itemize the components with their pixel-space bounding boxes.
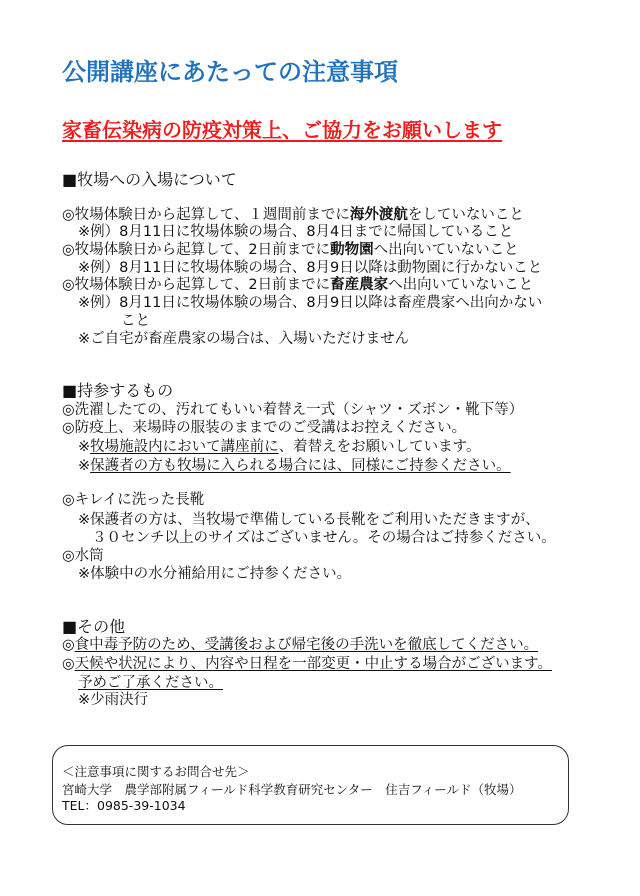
rule-text: へ出向いていないこと: [388, 277, 534, 293]
note-text: 、着替えをお願いしています。: [278, 439, 481, 455]
entry-rule-farm-example: ※例）8月11日に牧場体験の場合、8月9日以降は畜産農家へ出向かない: [78, 295, 543, 311]
contact-phone: TEL：0985-39-1034: [62, 798, 186, 813]
bring-item-clothes: ◎洗濯したての、汚れてもいい着替え一式（シャツ・ズボン・靴下等）: [62, 402, 524, 418]
section-heading-entry: ■牧場への入場について: [62, 170, 237, 189]
section-heading-bring: ■持参するもの: [62, 381, 174, 400]
entry-rule-zoo: [62, 241, 519, 259]
item-underlined: 食中毒予防のため、受講後および帰宅後の手洗いを徹底してください。: [74, 637, 539, 653]
entry-rule-zoo-example: ※例）8月11日に牧場体験の場合、8月9日以降は動物園に行かないこと: [78, 260, 543, 276]
rule-text: へ出向いていないこと: [373, 242, 519, 258]
other-note-rain: ※少雨決行: [78, 692, 149, 708]
bring-note-guardians: [78, 457, 511, 475]
note-mark: ※: [78, 458, 91, 474]
contact-heading: ＜注意事項に関するお問合せ先＞: [62, 764, 250, 779]
entry-rule-farm-example-cont: こと: [121, 313, 150, 329]
item-underlined: 予めご了承ください。: [78, 675, 223, 691]
entry-rule-farm: [62, 276, 533, 294]
rule-emphasis: 畜産農家: [330, 277, 389, 293]
bring-note-boots-cont: ３０センチ以上のサイズはございません。その場合はご持参ください。: [92, 530, 556, 546]
contact-organization: 宮崎大学 農学部附属フィールド科学教育研究センター 住吉フィールド（牧場）: [62, 782, 522, 797]
bring-item-bottle: ◎水筒: [62, 548, 104, 564]
note-mark: ※: [78, 439, 91, 455]
item-mark: ◎: [62, 637, 75, 653]
page-title: 公開講座にあたっての注意事項: [62, 58, 398, 86]
item-mark: ◎: [62, 656, 75, 672]
rule-text: ◎牧場体験日から起算して、2日前までに: [62, 242, 331, 258]
note-underlined: 保護者の方も牧場に入られる場合には、同様にご持参ください。: [90, 458, 511, 474]
bring-note-change: [78, 438, 481, 456]
item-underlined: 天候や状況により、内容や日程を一部変更・中止する場合がございます。: [74, 656, 552, 672]
bring-note-boots: ※保護者の方は、当牧場で準備している長靴をご利用いただきますが、: [78, 512, 540, 528]
rule-text: ◎牧場体験日から起算して、１週間前までに: [62, 207, 350, 223]
rule-text: をしていないこと: [407, 207, 524, 223]
other-item-schedule: [62, 655, 552, 673]
section-heading-other: ■その他: [62, 617, 126, 636]
bring-note-attire: ◎防疫上、来場時の服装のままでのご受講はお控えください。: [62, 420, 467, 436]
entry-rule-overseas-example: ※例）8月11日に牧場体験の場合、8月4日までに帰国していること: [78, 224, 514, 240]
rule-text: ◎牧場体験日から起算して、2日前までに: [62, 277, 331, 293]
note-underlined: 牧場施設内において講座前に: [90, 439, 279, 455]
other-item-handwash: [62, 636, 538, 654]
rule-emphasis: 海外渡航: [349, 207, 408, 223]
bring-item-boots: ◎キレイに洗った長靴: [62, 492, 205, 508]
rule-emphasis: 動物園: [330, 242, 374, 258]
page-subtitle: 家畜伝染病の防疫対策上、ご協力をお願いします: [62, 118, 502, 142]
entry-rule-farm-note: ※ご自宅が畜産農家の場合は、入場いただけません: [78, 331, 410, 347]
entry-rule-overseas: [62, 206, 524, 224]
bring-note-bottle: ※体験中の水分補給用にご持参ください。: [78, 566, 352, 582]
other-item-schedule-cont: [78, 674, 223, 692]
